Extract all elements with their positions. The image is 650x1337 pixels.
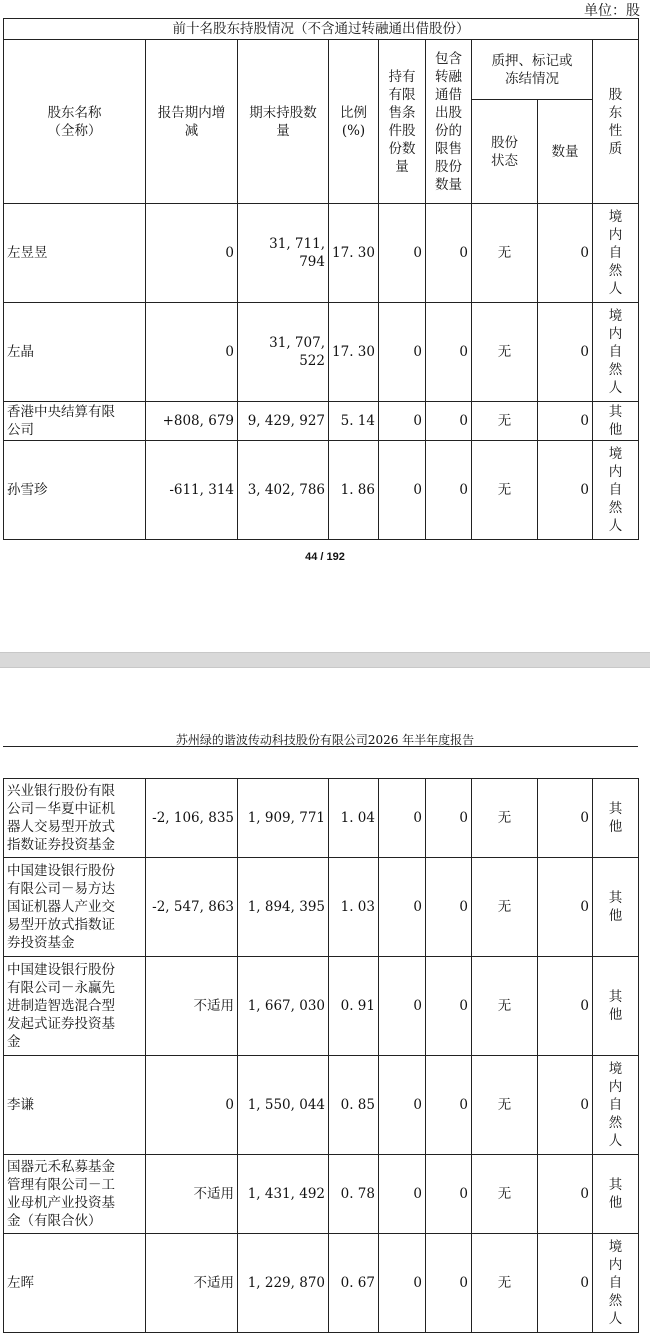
cell-restricted: 0 xyxy=(379,441,426,540)
cell-shares: 3, 402, 786 xyxy=(238,441,329,540)
cell-restricted: 0 xyxy=(379,1056,426,1155)
page-separator xyxy=(0,652,650,668)
cell-ratio: 0. 67 xyxy=(329,1234,379,1333)
cell-qty: 0 xyxy=(538,779,593,858)
cell-restricted: 0 xyxy=(379,779,426,858)
cell-qty: 0 xyxy=(538,858,593,957)
cell-lent: 0 xyxy=(426,1234,472,1333)
cell-ratio: 5. 14 xyxy=(329,402,379,441)
cell-lent: 0 xyxy=(426,858,472,957)
cell-status: 无 xyxy=(472,303,538,402)
cell-shares: 31, 711, 794 xyxy=(238,204,329,303)
cell-nature: 境 内 自 然 人 xyxy=(593,1234,639,1333)
cell-shares: 31, 707, 522 xyxy=(238,303,329,402)
cell-qty: 0 xyxy=(538,204,593,303)
cell-qty: 0 xyxy=(538,402,593,441)
table-row xyxy=(4,204,639,303)
cell-shares: 9, 429, 927 xyxy=(238,402,329,441)
cell-nature: 境 内 自 然 人 xyxy=(593,441,639,540)
cell-change: 不适用 xyxy=(146,1234,238,1333)
cell-shares: 1, 667, 030 xyxy=(238,957,329,1056)
table-row xyxy=(4,1234,639,1333)
cell-shares: 1, 550, 044 xyxy=(238,1056,329,1155)
table-row xyxy=(4,1155,639,1234)
table-row xyxy=(4,303,639,402)
cell-change: 不适用 xyxy=(146,1155,238,1234)
cell-restricted: 0 xyxy=(379,957,426,1056)
report-header: 苏州绿的谐波传动科技股份有限公司2026 年半年度报告 xyxy=(175,733,475,747)
cell-status: 无 xyxy=(472,1155,538,1234)
cell-name: 中国建设银行股份 有限公司－易方达 国证机器人产业交 易型开放式指数证 券投资基金 xyxy=(4,858,146,957)
cell-restricted: 0 xyxy=(379,402,426,441)
cell-name: 国器元禾私募基金 管理有限公司－工 业母机产业投资基 金（有限合伙） xyxy=(4,1155,146,1234)
cell-nature: 境 内 自 然 人 xyxy=(593,204,639,303)
cell-lent: 0 xyxy=(426,779,472,858)
cell-qty: 0 xyxy=(538,441,593,540)
table-title: 前十名股东持股情况（不含通过转融通出借股份） xyxy=(4,19,639,40)
cell-status: 无 xyxy=(472,1056,538,1155)
cell-ratio: 0. 91 xyxy=(329,957,379,1056)
cell-restricted: 0 xyxy=(379,858,426,957)
cell-nature: 其 他 xyxy=(593,957,639,1056)
cell-ratio: 0. 78 xyxy=(329,1155,379,1234)
cell-change: +808, 679 xyxy=(146,402,238,441)
header-ratio: 比例 (%) xyxy=(329,40,379,204)
cell-name: 左昱昱 xyxy=(4,204,146,303)
cell-name: 孙雪珍 xyxy=(4,441,146,540)
cell-nature: 其 他 xyxy=(593,1155,639,1234)
header-name: 股东名称 （全称） xyxy=(4,40,146,204)
cell-nature: 其 他 xyxy=(593,402,639,441)
cell-change: 0 xyxy=(146,204,238,303)
table-row xyxy=(4,957,639,1056)
page-number: 44 / 192 xyxy=(305,551,345,563)
cell-name: 左晖 xyxy=(4,1234,146,1333)
cell-status: 无 xyxy=(472,858,538,957)
cell-name: 中国建设银行股份 有限公司－永赢先 进制造智选混合型 发起式证券投资基 金 xyxy=(4,957,146,1056)
cell-name: 李谦 xyxy=(4,1056,146,1155)
table-row xyxy=(4,402,639,441)
unit-label: 单位：股 xyxy=(584,3,640,19)
cell-ratio: 0. 85 xyxy=(329,1056,379,1155)
cell-ratio: 17. 30 xyxy=(329,204,379,303)
header-shares: 期末持股数 量 xyxy=(238,40,329,204)
cell-ratio: 1. 86 xyxy=(329,441,379,540)
cell-status: 无 xyxy=(472,441,538,540)
cell-qty: 0 xyxy=(538,1056,593,1155)
cell-ratio: 1. 03 xyxy=(329,858,379,957)
cell-change: 0 xyxy=(146,1056,238,1155)
cell-restricted: 0 xyxy=(379,1234,426,1333)
cell-status: 无 xyxy=(472,957,538,1056)
header-pledge-qty: 数量 xyxy=(538,100,593,204)
cell-name: 香港中央结算有限 公司 xyxy=(4,402,146,441)
cell-nature: 其 他 xyxy=(593,858,639,957)
header-pledge-status: 股份 状态 xyxy=(472,100,538,204)
cell-lent: 0 xyxy=(426,1056,472,1155)
cell-shares: 1, 894, 395 xyxy=(238,858,329,957)
cell-restricted: 0 xyxy=(379,204,426,303)
cell-name: 左晶 xyxy=(4,303,146,402)
cell-lent: 0 xyxy=(426,441,472,540)
cell-shares: 1, 229, 870 xyxy=(238,1234,329,1333)
table-row xyxy=(4,441,639,540)
cell-restricted: 0 xyxy=(379,1155,426,1234)
cell-nature: 其 他 xyxy=(593,779,639,858)
header-pledge-group: 质押、标记或 冻结情况 xyxy=(472,40,593,100)
cell-shares: 1, 431, 492 xyxy=(238,1155,329,1234)
cell-change: -611, 314 xyxy=(146,441,238,540)
table-row xyxy=(4,1056,639,1155)
cell-lent: 0 xyxy=(426,957,472,1056)
shareholder-table-page1 xyxy=(3,18,639,540)
cell-qty: 0 xyxy=(538,1155,593,1234)
cell-status: 无 xyxy=(472,204,538,303)
cell-ratio: 1. 04 xyxy=(329,779,379,858)
header-lent: 包含 转融 通借 出股 份的 限售 股份 数量 xyxy=(426,40,472,204)
cell-change: 不适用 xyxy=(146,957,238,1056)
cell-lent: 0 xyxy=(426,204,472,303)
cell-change: -2, 106, 835 xyxy=(146,779,238,858)
cell-shares: 1, 909, 771 xyxy=(238,779,329,858)
header-rule xyxy=(3,746,638,747)
cell-change: 0 xyxy=(146,303,238,402)
cell-name: 兴业银行股份有限 公司－华夏中证机 器人交易型开放式 指数证券投资基金 xyxy=(4,779,146,858)
cell-status: 无 xyxy=(472,402,538,441)
cell-ratio: 17. 30 xyxy=(329,303,379,402)
table-row xyxy=(4,779,639,858)
header-restricted: 持有 有限 售条 件股 份数 量 xyxy=(379,40,426,204)
header-change: 报告期内增 减 xyxy=(146,40,238,204)
cell-qty: 0 xyxy=(538,957,593,1056)
cell-nature: 境 内 自 然 人 xyxy=(593,303,639,402)
cell-nature: 境 内 自 然 人 xyxy=(593,1056,639,1155)
cell-qty: 0 xyxy=(538,1234,593,1333)
cell-qty: 0 xyxy=(538,303,593,402)
table-row xyxy=(4,858,639,957)
cell-lent: 0 xyxy=(426,1155,472,1234)
cell-lent: 0 xyxy=(426,303,472,402)
cell-change: -2, 547, 863 xyxy=(146,858,238,957)
cell-restricted: 0 xyxy=(379,303,426,402)
cell-status: 无 xyxy=(472,1234,538,1333)
header-nature: 股 东 性 质 xyxy=(593,40,639,204)
cell-lent: 0 xyxy=(426,402,472,441)
cell-status: 无 xyxy=(472,779,538,858)
shareholder-table-page2 xyxy=(3,778,639,1333)
